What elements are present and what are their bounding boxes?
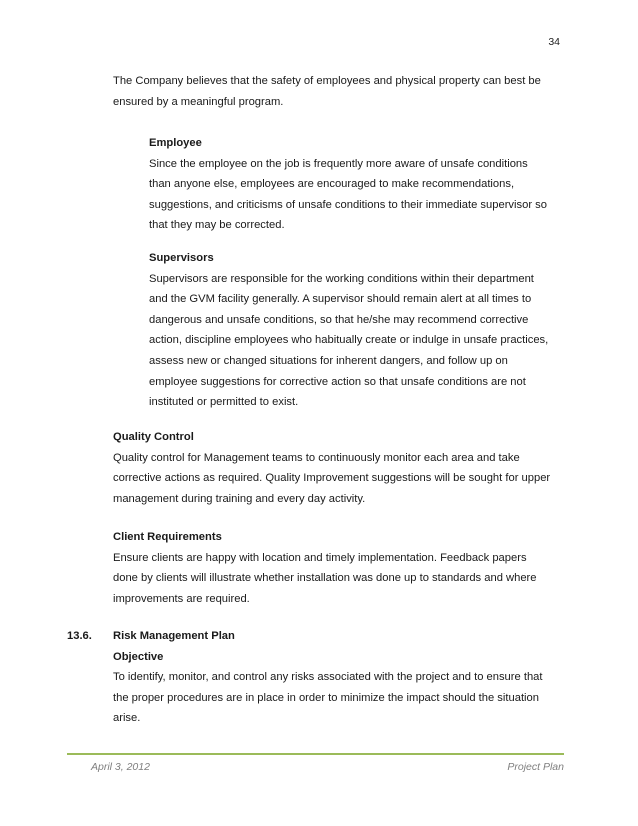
footer-title: Project Plan bbox=[507, 761, 564, 773]
text-line: ensured by a meaningful program. bbox=[113, 95, 284, 108]
footer-date: April 3, 2012 bbox=[91, 761, 150, 773]
client-requirements-section bbox=[113, 527, 573, 609]
text-line: that they may be corrected. bbox=[149, 219, 285, 232]
text-line: Ensure clients are happy with location and timely implementation. Feedback papers bbox=[113, 551, 527, 564]
text-line: action, discipline employees who habitually create or indulge in unsafe practices, bbox=[149, 334, 549, 347]
employee-section bbox=[149, 133, 579, 236]
text-line: suggestions, and criticisms of unsafe conditions to their immediate supervisor so bbox=[149, 198, 547, 211]
text-line: Since the employee on the job is frequently more aware of unsafe conditions bbox=[149, 157, 528, 170]
text-line: done by clients will illustrate whether installation was done up to standards and where bbox=[113, 572, 537, 585]
section-heading: Supervisors bbox=[149, 252, 214, 264]
section-number: 13.6. bbox=[67, 630, 92, 642]
text-line: To identify, monitor, and control any risks associated with the project and to ensure that bbox=[113, 671, 543, 684]
text-line: and the GVM facility generally. A supervisor should remain alert at all times to bbox=[149, 293, 532, 306]
text-line: the proper procedures are in place in order to minimize the impact should the situation bbox=[113, 691, 539, 704]
text-line: dangerous and unsafe conditions, so that he/she may recommend corrective bbox=[149, 313, 529, 326]
section-heading: Employee bbox=[149, 137, 202, 149]
text-line: management during training and every day activity. bbox=[113, 492, 366, 505]
quality-control-section bbox=[113, 427, 573, 509]
text-line: employee suggestions for corrective action so that unsafe conditions are not bbox=[149, 375, 526, 388]
supervisors-section bbox=[149, 248, 579, 413]
text-line: corrective actions as required. Quality Improvement suggestions will be sought for upper bbox=[113, 472, 551, 485]
text-line: The Company believes that the safety of employees and physical property can best be bbox=[113, 75, 541, 87]
intro-paragraph bbox=[113, 71, 573, 112]
section-heading: Client Requirements bbox=[113, 531, 222, 543]
page-number: 34 bbox=[548, 36, 560, 48]
text-line: Quality control for Management teams to continuously monitor each area and take bbox=[113, 451, 520, 464]
text-line: instituted or permitted to exist. bbox=[149, 396, 299, 409]
text-line: Supervisors are responsible for the working conditions within their department bbox=[149, 272, 534, 285]
section-heading: Quality Control bbox=[113, 431, 194, 443]
risk-management-section bbox=[113, 626, 573, 729]
subsection-heading: Objective bbox=[113, 650, 164, 663]
section-heading: Risk Management Plan bbox=[113, 630, 235, 642]
text-line: than anyone else, employees are encouraged to make recommendations, bbox=[149, 178, 515, 191]
text-line: assess new or changed situations for inherent dangers, and follow up on bbox=[149, 354, 508, 367]
text-line: arise. bbox=[113, 712, 141, 725]
footer-rule bbox=[67, 753, 564, 755]
text-line: improvements are required. bbox=[113, 592, 250, 605]
